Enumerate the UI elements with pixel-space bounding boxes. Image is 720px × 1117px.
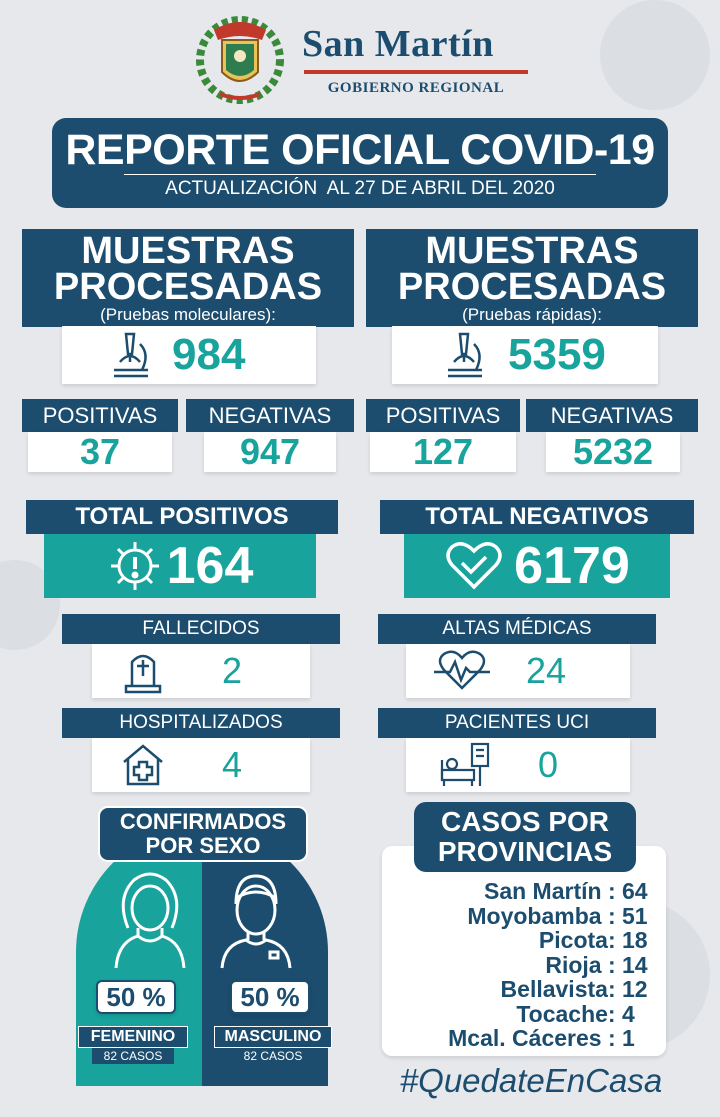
molecular-negative-value: 947 bbox=[204, 432, 336, 472]
molecular-title-line1: MUESTRAS bbox=[81, 230, 295, 272]
molecular-positive-value: 37 bbox=[28, 432, 172, 472]
province-name: Picota: bbox=[538, 927, 616, 953]
coat-of-arms-icon bbox=[192, 10, 288, 106]
rapid-total: 5359 bbox=[508, 330, 606, 379]
brand-divider bbox=[304, 70, 528, 74]
report-banner bbox=[52, 118, 668, 208]
total-positives-label: TOTAL POSITIVOS bbox=[26, 500, 338, 534]
microscope-icon bbox=[110, 330, 152, 380]
provinces-list bbox=[392, 878, 650, 1050]
provinces-title-line1: CASOS POR bbox=[440, 806, 610, 837]
male-cases: 82 CASOS bbox=[232, 1048, 314, 1064]
list-item bbox=[392, 878, 650, 903]
molecular-subtitle: (Pruebas moleculares): bbox=[100, 305, 276, 324]
list-item bbox=[392, 1001, 650, 1026]
total-positives-value: 164 bbox=[166, 537, 254, 595]
deaths-card bbox=[92, 644, 310, 698]
icu-label: PACIENTES UCI bbox=[378, 708, 656, 738]
female-cases: 82 CASOS bbox=[92, 1048, 174, 1064]
icu-value: 0 bbox=[538, 744, 559, 785]
brand-subtitle: GOBIERNO REGIONAL bbox=[327, 80, 505, 96]
province-name: San Martín : bbox=[483, 878, 616, 904]
report-title: REPORTE OFICIAL COVID-19 bbox=[65, 126, 655, 174]
list-item bbox=[392, 952, 650, 977]
male-label: MASCULINO bbox=[214, 1026, 332, 1048]
female-avatar-icon bbox=[108, 868, 192, 972]
heart-pulse-icon bbox=[434, 650, 490, 692]
province-name: Bellavista: bbox=[500, 976, 616, 1002]
province-value: 14 bbox=[622, 951, 648, 978]
provinces-title-line2: PROVINCIAS bbox=[437, 836, 613, 867]
deaths-value: 2 bbox=[222, 650, 243, 691]
province-name: Tocache: bbox=[516, 1000, 616, 1027]
province-name: Moyobamba : bbox=[467, 902, 616, 929]
banner-divider bbox=[124, 174, 596, 175]
list-item bbox=[392, 976, 650, 1001]
province-name: Mcal. Cáceres : bbox=[448, 1025, 616, 1051]
alert-virus-icon bbox=[107, 538, 163, 594]
rapid-positive-value: 127 bbox=[370, 432, 516, 472]
total-positives-box bbox=[44, 534, 316, 598]
total-negatives-label: TOTAL NEGATIVOS bbox=[380, 500, 694, 534]
female-label: FEMENINO bbox=[78, 1026, 188, 1048]
discharges-label: ALTAS MÉDICAS bbox=[378, 614, 656, 644]
list-item bbox=[392, 903, 650, 928]
deaths-label: FALLECIDOS bbox=[62, 614, 340, 644]
molecular-title-line2: PROCESADAS bbox=[53, 266, 323, 308]
rapid-subtitle: (Pruebas rápidas): bbox=[462, 305, 602, 324]
rapid-title-box bbox=[366, 229, 698, 327]
tombstone-icon bbox=[120, 648, 166, 694]
molecular-negative-label: NEGATIVAS bbox=[186, 399, 354, 432]
province-value: 51 bbox=[622, 902, 648, 929]
molecular-total-card bbox=[62, 326, 316, 384]
molecular-title-box bbox=[22, 229, 354, 327]
update-line: ACTUALIZACIÓN AL 27 DE ABRIL DEL 2020 bbox=[165, 178, 555, 199]
province-value: 64 bbox=[622, 878, 648, 904]
list-item bbox=[392, 1025, 650, 1050]
province-value: 1 bbox=[622, 1025, 635, 1051]
province-name: Rioja : bbox=[545, 951, 616, 978]
rapid-total-card bbox=[392, 326, 658, 384]
hospitalized-card bbox=[92, 738, 310, 792]
hospitalized-label: HOSPITALIZADOS bbox=[62, 708, 340, 738]
total-negatives-value: 6179 bbox=[514, 537, 630, 595]
male-pct: 50 % bbox=[230, 980, 310, 1014]
icu-card bbox=[406, 738, 630, 792]
hospitalized-value: 4 bbox=[222, 744, 243, 785]
icu-bed-icon bbox=[440, 740, 492, 790]
discharges-card bbox=[406, 644, 630, 698]
rapid-negative-label: NEGATIVAS bbox=[526, 399, 698, 432]
discharges-value: 24 bbox=[526, 650, 567, 691]
brand-name: San Martín bbox=[302, 23, 494, 65]
sex-title-box bbox=[98, 806, 308, 862]
rapid-negative-value: 5232 bbox=[546, 432, 680, 472]
molecular-positive-label: POSITIVAS bbox=[22, 399, 178, 432]
list-item bbox=[392, 927, 650, 952]
total-negatives-box bbox=[404, 534, 670, 598]
province-value: 4 bbox=[622, 1000, 635, 1027]
heart-check-icon bbox=[444, 541, 504, 591]
sex-title-line1: CONFIRMADOS bbox=[119, 809, 287, 834]
male-avatar-icon bbox=[214, 868, 298, 972]
sex-title-line2: POR SEXO bbox=[145, 833, 261, 858]
province-value: 12 bbox=[622, 976, 648, 1002]
hashtag: #QuedateEnCasa bbox=[399, 1062, 663, 1099]
rapid-title-line1: MUESTRAS bbox=[425, 230, 639, 272]
female-pct: 50 % bbox=[96, 980, 176, 1014]
provinces-title-box bbox=[414, 802, 636, 872]
molecular-total: 984 bbox=[172, 330, 246, 379]
rapid-title-line2: PROCESADAS bbox=[397, 266, 667, 308]
province-value: 18 bbox=[622, 927, 648, 953]
hospital-icon bbox=[120, 742, 166, 788]
header bbox=[0, 0, 720, 110]
microscope-icon bbox=[444, 330, 486, 380]
rapid-positive-label: POSITIVAS bbox=[366, 399, 520, 432]
